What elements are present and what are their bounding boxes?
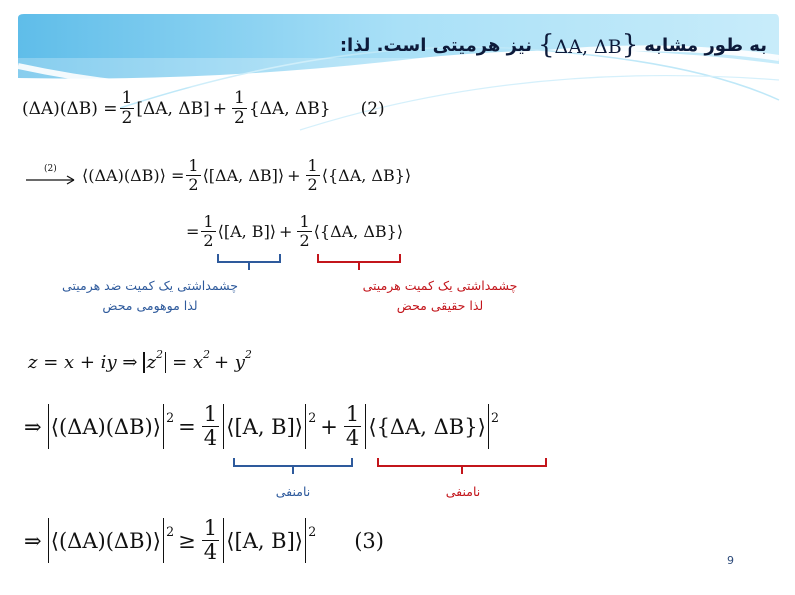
nonnegative-note-left: نامنفی — [275, 484, 311, 499]
eq2-commutator: [ΔA, ΔB] — [136, 98, 210, 119]
fraction-quarter: $\frac{1}{4}$ — [203, 402, 218, 450]
eq2-anticommutator: {ΔA, ΔB} — [248, 98, 331, 119]
eq2-lhs: (ΔA)(ΔB) = — [22, 98, 118, 119]
fraction-half: $\frac{1}{2}$ — [307, 156, 318, 194]
equation-3: ⇒ ⟨(ΔA)(ΔB)⟩ 2 ≥ $\frac{1}{4}$ ⟨[A, B]⟩ 2 (3) — [24, 516, 384, 564]
nonnegative-note-right: نامنفی — [445, 484, 481, 499]
modulus-lhs: ⟨(ΔA)(ΔB)⟩ — [50, 414, 161, 439]
complex-lhs: z = x + iy ⇒ — [28, 352, 138, 373]
eq3-commutator: ⟨[A, B]⟩ — [226, 528, 303, 553]
expectation-anticommutator: ⟨{ΔA, ΔB}⟩ — [321, 166, 412, 185]
modulus-anticommutator: ⟨{ΔA, ΔB}⟩ — [368, 414, 486, 439]
expectation-equation-line2: = $\frac{1}{2}$ ⟨[A, B]⟩ + $\frac{1}{2}$ ⟨{ΔA, ΔB}⟩ — [186, 212, 404, 250]
page-number: 9 — [727, 554, 734, 567]
expectation-commutator: ⟨[ΔA, ΔB]⟩ — [202, 166, 285, 185]
fraction-half: $\frac{1}{2}$ — [203, 212, 214, 250]
expectation-equation: ⟨(ΔA)(ΔB)⟩ = $\frac{1}{2}$ ⟨[ΔA, ΔB]⟩ + $\frac{1}{2}$ ⟨{ΔA, ΔB}⟩ — [82, 156, 412, 194]
expectation-lhs: ⟨(ΔA)(ΔB)⟩ = — [82, 166, 185, 185]
hermitian-note: چشمداشتی یک کمیت هرمیتی لذا حقیقی محض — [362, 278, 518, 313]
title-suffix: نیز هرمیتی است. لذا: — [339, 34, 532, 56]
red-underbrace-1 — [318, 254, 400, 262]
fraction-half: $\frac{1}{2}$ — [188, 156, 199, 194]
equation-2: (ΔA)(ΔB) = $\frac{1}{2}$ [ΔA, ΔB] + $\frac{1}{2}$ {ΔA, ΔB} (2) — [22, 88, 385, 128]
red-underbrace-2 — [378, 458, 546, 466]
modulus-commutator: ⟨[A, B]⟩ — [226, 414, 303, 439]
title-math: {ΔA, ΔB} — [537, 30, 639, 60]
title-prefix: به طور مشابه — [644, 34, 767, 56]
eq3-lhs: ⟨(ΔA)(ΔB)⟩ — [50, 528, 161, 553]
equation-number-2: (2) — [360, 98, 385, 119]
arrow-label: (2) — [44, 164, 57, 174]
antihermitian-note: چشمداشتی یک کمیت ضد هرمیتی لذا موهومی محض — [62, 278, 238, 313]
blue-underbrace-2 — [234, 458, 352, 466]
fraction-half: $\frac{1}{2}$ — [299, 212, 310, 250]
complex-plus: + y — [214, 352, 245, 373]
fraction-quarter: $\frac{1}{4}$ — [203, 516, 218, 564]
expectation-commutator-ab: ⟨[A, B]⟩ — [217, 222, 277, 241]
complex-equation: z = x + iy ⇒ z 2 = x 2 + y 2 — [28, 348, 252, 373]
complex-rhs: = x — [172, 352, 204, 373]
slide-title — [340, 30, 767, 60]
modulus-equation: ⇒ ⟨(ΔA)(ΔB)⟩ 2 = $\frac{1}{4}$ ⟨[A, B]⟩ 2 + $\frac{1}{4}$ ⟨{ΔA, ΔB}⟩ 2 — [24, 402, 499, 450]
expectation-anticommutator-2: ⟨{ΔA, ΔB}⟩ — [313, 222, 404, 241]
equation-number-3: (3) — [354, 528, 384, 553]
fraction-half: $\frac{1}{2}$ — [121, 88, 133, 128]
blue-underbrace-1 — [218, 254, 280, 262]
fraction-quarter: $\frac{1}{4}$ — [345, 402, 360, 450]
fraction-half: $\frac{1}{2}$ — [234, 88, 245, 128]
